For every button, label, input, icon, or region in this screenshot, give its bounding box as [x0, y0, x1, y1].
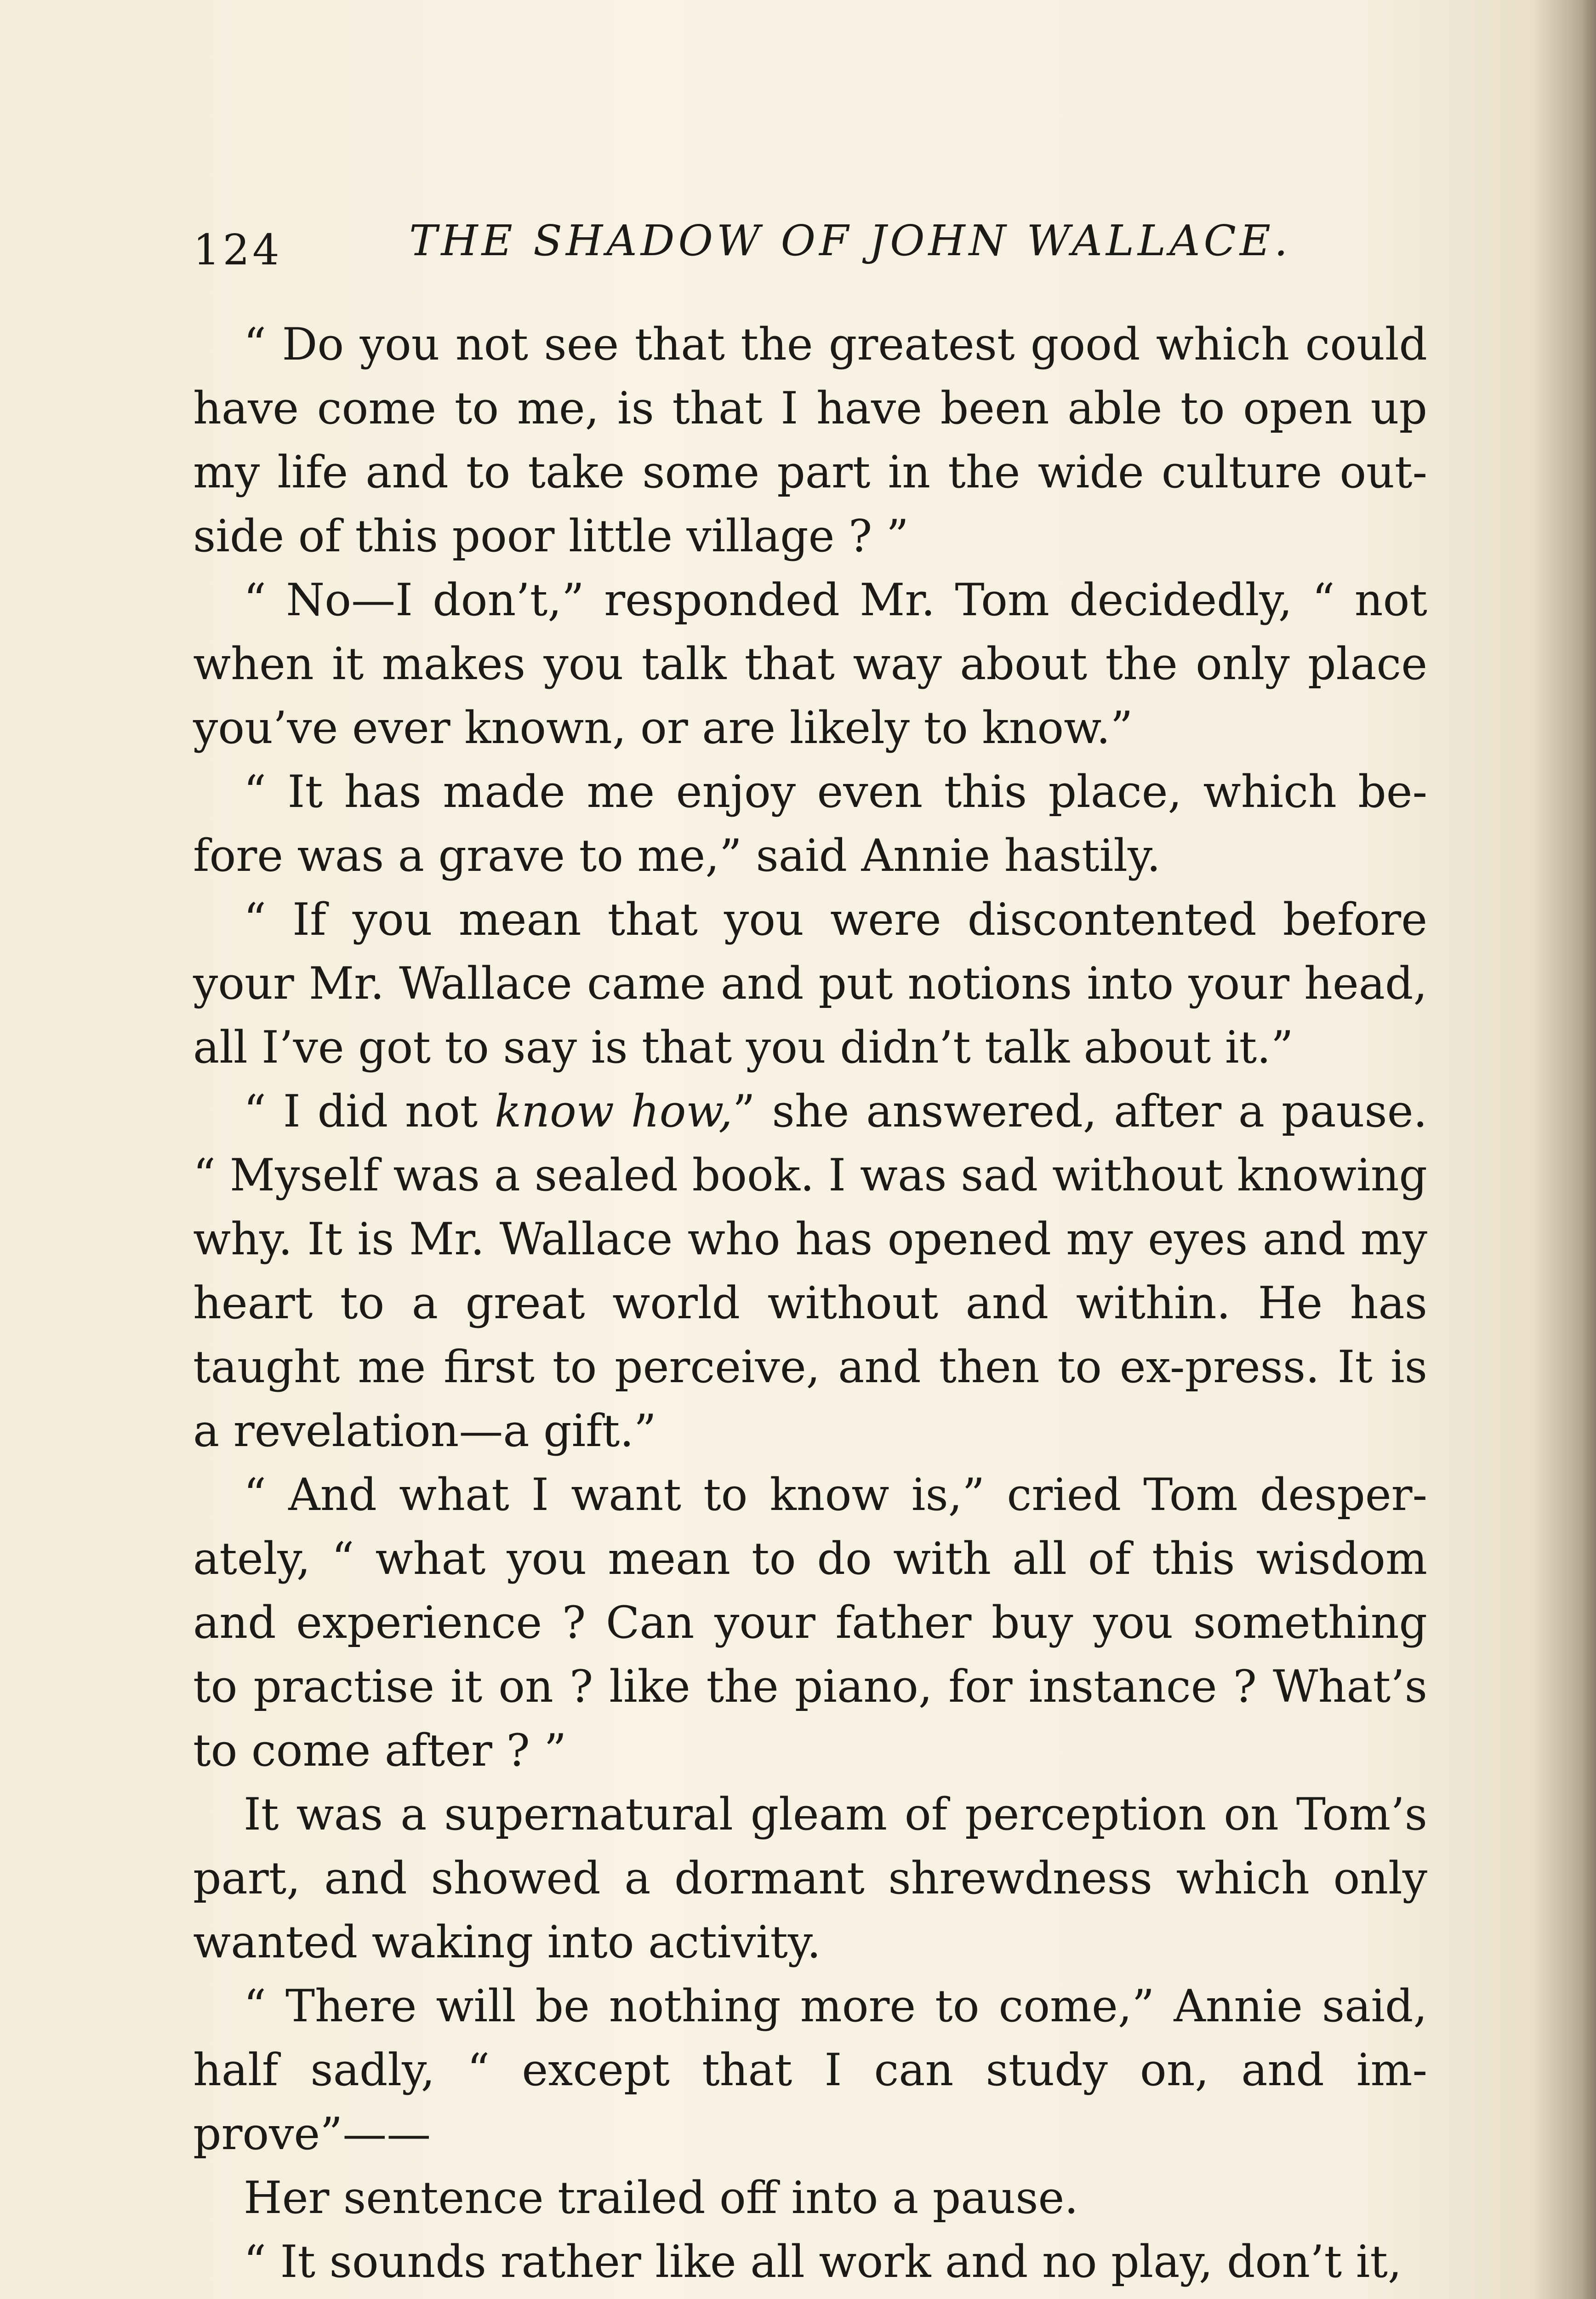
paragraph-5-rest: ” she answered, after a pause. “ Myself was a sealed book. I was sad without knowing why. It is Mr. Wallace who has opened my eyes and my heart to a great world without and within. He has taught me first to perceive, and then to ex-press. It is a revelation—a gift.” [193, 1086, 1428, 1457]
paragraph-5-start: “ I did not [244, 1086, 495, 1137]
running-head-title: THE SHADOW OF JOHN WALLACE. [409, 216, 1292, 265]
paragraph-5-emphasis: know how, [495, 1086, 733, 1137]
paragraph-6: “ And what I want to know is,” cried Tom desper-ately, “ what you mean to do with all of this wisdom and experience ? Can your father buy you something to practise it on ? like the piano, for instance ? What’s to come after ? ” [193, 1469, 1427, 1776]
page-header [193, 216, 1434, 280]
paragraph-3: “ It has made me enjoy even this place, which be-fore was a grave to me,” said Annie hastily. [193, 766, 1427, 881]
paragraph-8: “ There will be nothing more to come,” Annie said, half sadly, “ except that I can study on, and im-prove”—— [193, 1980, 1427, 2160]
paragraph-7: It was a supernatural gleam of perception on Tom’s part, and showed a dormant shrewdness which only wanted waking into activity. [193, 1789, 1427, 1968]
body-text [193, 313, 1427, 2294]
paragraph-9: Her sentence trailed off into a pause. [244, 2172, 1078, 2224]
paragraph-2: “ No—I don’t,” responded Mr. Tom decidedly, “ not when it makes you talk that way about the only place you’ve ever known, or are likely to know.” [193, 574, 1427, 754]
paragraph-10: “ It sounds rather like all work and no play, don’t it, [244, 2236, 1402, 2288]
paragraph-4: “ If you mean that you were discontented before your Mr. Wallace came and put notions into your head, all I’ve got to say is that you didn’t talk about it.” [193, 894, 1427, 1073]
paragraph-5 [193, 1080, 1427, 1463]
page-number: 124 [193, 225, 282, 275]
paragraph-1: “ Do you not see that the greatest good which could have come to me, is that I have been able to open up my life and to take some part in the wide culture out-side of this poor little village ? ” [193, 319, 1427, 562]
